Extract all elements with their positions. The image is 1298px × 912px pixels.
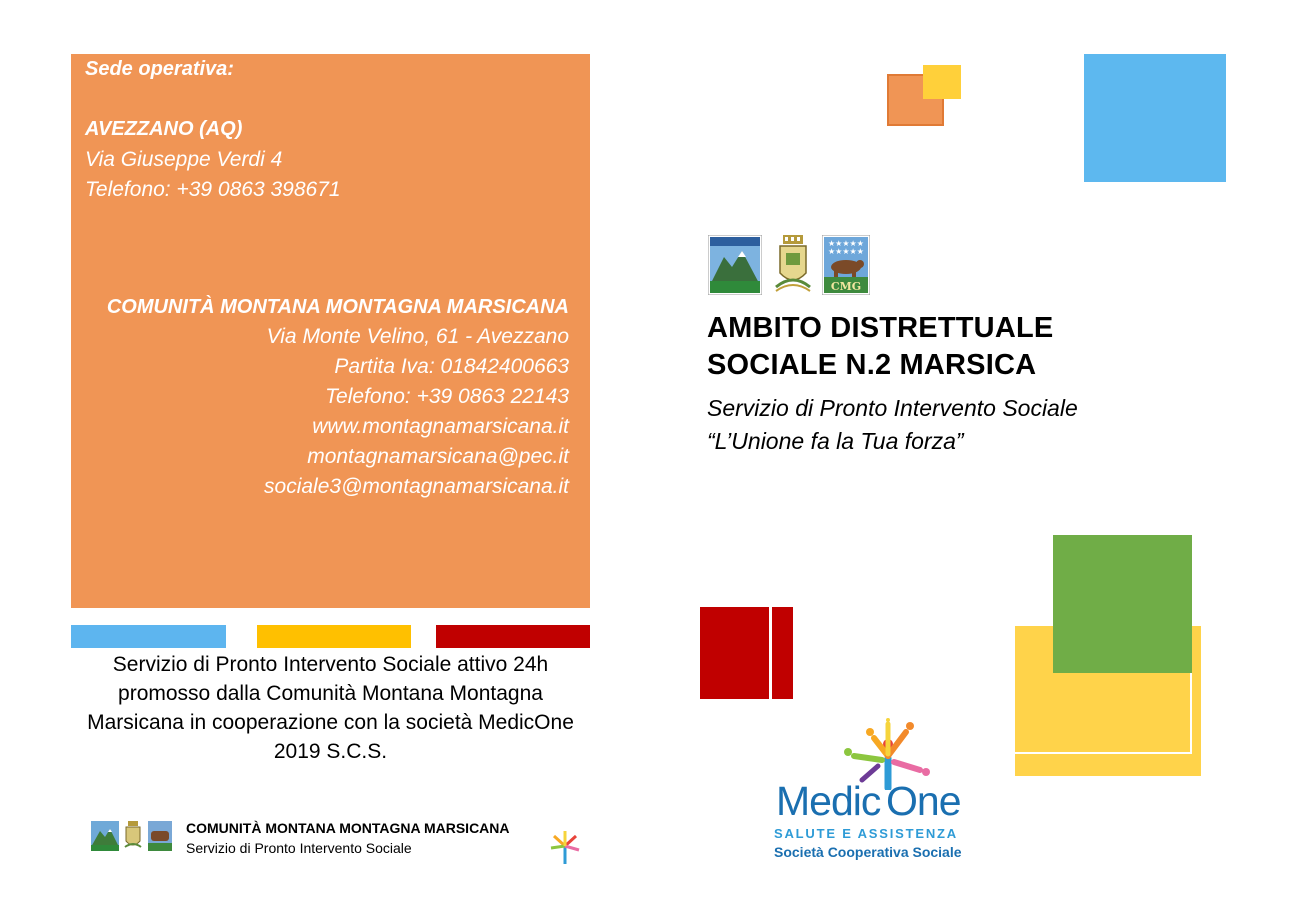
red-stripe <box>436 625 590 648</box>
medicone-word-one: One <box>886 778 961 824</box>
medicone-word-medic: Medic <box>776 778 881 824</box>
comunita-social-email[interactable]: sociale3@montagnamarsicana.it <box>264 475 569 498</box>
comunita-contact-block <box>107 296 569 502</box>
town-shield-icon-small <box>123 821 143 851</box>
ambito-title <box>707 310 1053 384</box>
ambito-motto: “L’Unione fa la Tua forza” <box>707 428 964 454</box>
ambito-title-line1: AMBITO DISTRETTUALE <box>707 312 1054 344</box>
service-description: Servizio di Pronto Intervento Sociale attivo 24h promosso dalla Comunità Montana Montagna Marsicana in cooperazione con la società MedicOne 2019 S.C.S. <box>87 653 574 763</box>
svg-text:★★★★★: ★★★★★ <box>828 239 864 248</box>
medicone-coop-label: Società Cooperativa Sociale <box>774 844 962 860</box>
medicone-logo <box>770 718 970 868</box>
comunita-address: Via Monte Velino, 61 - Avezzano <box>266 325 569 348</box>
mountain-logo <box>708 235 762 295</box>
yellow-square-divider-horizontal <box>1015 752 1192 754</box>
sede-phone: Telefono: +39 0863 398671 <box>85 178 341 201</box>
ambito-title-line2: SOCIALE N.2 MARSICA <box>707 349 1037 381</box>
sede-city: AVEZZANO (AQ) <box>85 118 243 140</box>
bear-logo-small <box>148 821 172 851</box>
sede-label: Sede operativa: <box>85 58 234 80</box>
address-panel <box>71 54 590 608</box>
yellow-square-small <box>923 65 961 99</box>
mountain-logo-small <box>91 821 119 851</box>
comunita-vat: Partita Iva: 01842400663 <box>334 355 569 378</box>
blue-square <box>1084 54 1226 182</box>
bear-logo-text: CMG <box>830 280 862 293</box>
comunita-name: COMUNITÀ MONTANA MONTAGNA MARSICANA <box>106 296 569 318</box>
green-square <box>1053 535 1192 673</box>
footer-subtitle: Servizio di Pronto Intervento Sociale <box>186 840 412 856</box>
blue-stripe <box>71 625 226 648</box>
medicone-tagline: SALUTE E ASSISTENZA <box>774 826 958 841</box>
medicone-small-logo <box>548 828 582 866</box>
ambito-subtitle <box>707 392 1078 458</box>
red-square-right <box>772 607 793 699</box>
red-square-left <box>700 607 769 699</box>
yellow-stripe <box>257 625 411 648</box>
comunita-pec-email[interactable]: montagnamarsicana@pec.it <box>307 445 569 468</box>
sede-street: Via Giuseppe Verdi 4 <box>85 148 283 171</box>
bear-cmg-logo <box>822 235 870 295</box>
ambito-subtitle-line1: Servizio di Pronto Intervento Sociale <box>707 395 1078 421</box>
town-shield-icon <box>772 235 814 297</box>
comunita-website-link[interactable]: www.montagnamarsicana.it <box>312 415 569 438</box>
svg-text:★★★★★: ★★★★★ <box>828 247 864 256</box>
comunita-phone: Telefono: +39 0863 22143 <box>325 385 569 408</box>
footer-title: COMUNITÀ MONTANA MONTAGNA MARSICANA <box>186 820 510 836</box>
